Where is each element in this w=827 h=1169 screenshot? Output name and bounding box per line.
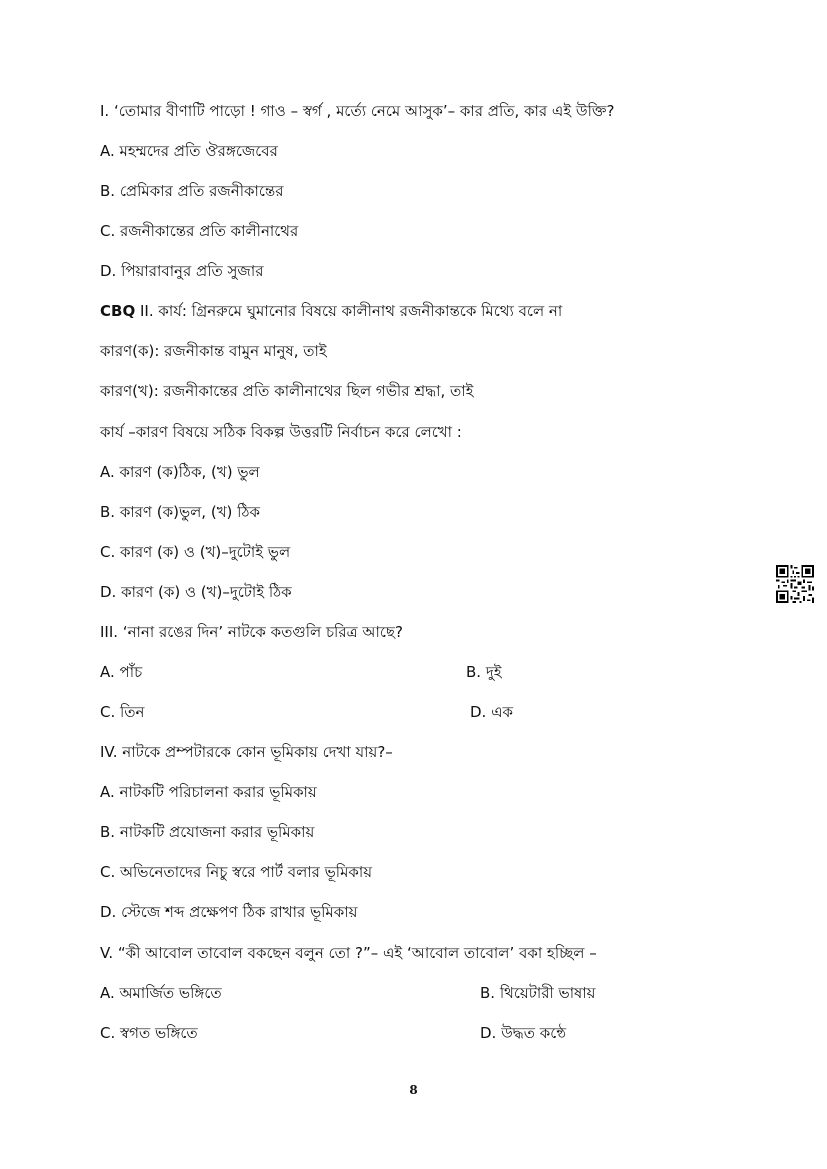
- question-5-option-b: B. থিয়েটারী ভাষায়: [480, 984, 596, 1002]
- qr-code-icon: [776, 565, 814, 603]
- question-3-option-c: C. তিন: [100, 703, 145, 721]
- question-1-option-a: A. মহম্মদের প্রতি ঔরঙ্গজেবের: [100, 142, 278, 160]
- question-2-statement: II. কার্য: গ্রিনরুমে ঘুমানোর বিষয়ে কালীনাথ রজনীকান্তকে মিথ্যে বলে না: [135, 302, 563, 320]
- question-1-text: I. ‘তোমার বীণাটি পাড়ো ! গাও – স্বর্গ , মর্ত্যে নেমে আসুক’– কার প্রতি, কার এই উক্তি?: [100, 102, 615, 120]
- question-2-reason-a: কারণ(ক): রজনীকান্ত বামুন মানুষ, তাই: [100, 342, 327, 360]
- question-2-option-a: A. কারণ (ক)ঠিক, (খ) ভুল: [100, 463, 260, 481]
- question-1-option-d: D. পিয়ারাবানুর প্রতি সুজার: [100, 262, 264, 280]
- question-1-option-c: C. রজনীকান্তের প্রতি কালীনাথের: [100, 222, 299, 240]
- question-5-text: V. “কী আবোল তাবোল বকছেন বলুন তো ?”– এই ‘আবোল তাবোল’ বকা হচ্ছিল –: [100, 944, 597, 962]
- question-4-text: IV. নাটকে প্রম্পটারকে কোন ভূমিকায় দেখা যায়?–: [100, 743, 393, 761]
- page-number: 8: [409, 1083, 418, 1097]
- question-1-option-b: B. প্রেমিকার প্রতি রজনীকান্তের: [100, 182, 284, 200]
- question-5-option-a: A. অমার্জিত ভঙ্গিতে: [100, 984, 222, 1002]
- question-3-option-b: B. দুই: [466, 663, 502, 681]
- question-2-instruction: কার্য –কারণ বিষয়ে সঠিক বিকল্প উত্তরটি নির্বাচন করে লেখো :: [100, 423, 462, 441]
- cbq-label: CBQ: [100, 302, 136, 320]
- question-2-option-b: B. কারণ (ক)ভুল, (খ) ঠিক: [100, 503, 260, 521]
- question-4-option-d: D. স্টেজে শব্দ প্রক্ষেপণ ঠিক রাখার ভূমিকায়: [100, 903, 358, 921]
- question-2-reason-b: কারণ(খ): রজনীকান্তের প্রতি কালীনাথের ছিল গভীর শ্রদ্ধা, তাই: [100, 382, 474, 400]
- question-3-text: III. ‘নানা রঙের দিন’ নাটকে কতগুলি চরিত্র আছে?: [100, 623, 403, 641]
- question-4-option-a: A. নাটকটি পরিচালনা করার ভূমিকায়: [100, 783, 317, 801]
- question-5-option-d: D. উদ্ধত কন্ঠে: [480, 1024, 567, 1042]
- question-4-option-c: C. অভিনেতাদের নিচু স্বরে পার্ট বলার ভূমিকায়: [100, 863, 373, 881]
- question-5-option-c: C. স্বগত ভঙ্গিতে: [100, 1024, 198, 1042]
- question-2-option-c: C. কারণ (ক) ও (খ)–দুটোই ভুল: [100, 543, 291, 561]
- question-2-text: [100, 301, 562, 321]
- question-3-option-a: A. পাঁচ: [100, 663, 143, 681]
- question-3-option-d: D. এক: [470, 703, 513, 721]
- question-2-option-d: D. কারণ (ক) ও (খ)–দুটোই ঠিক: [100, 583, 292, 601]
- question-4-option-b: B. নাটকটি প্রযোজনা করার ভূমিকায়: [100, 823, 315, 841]
